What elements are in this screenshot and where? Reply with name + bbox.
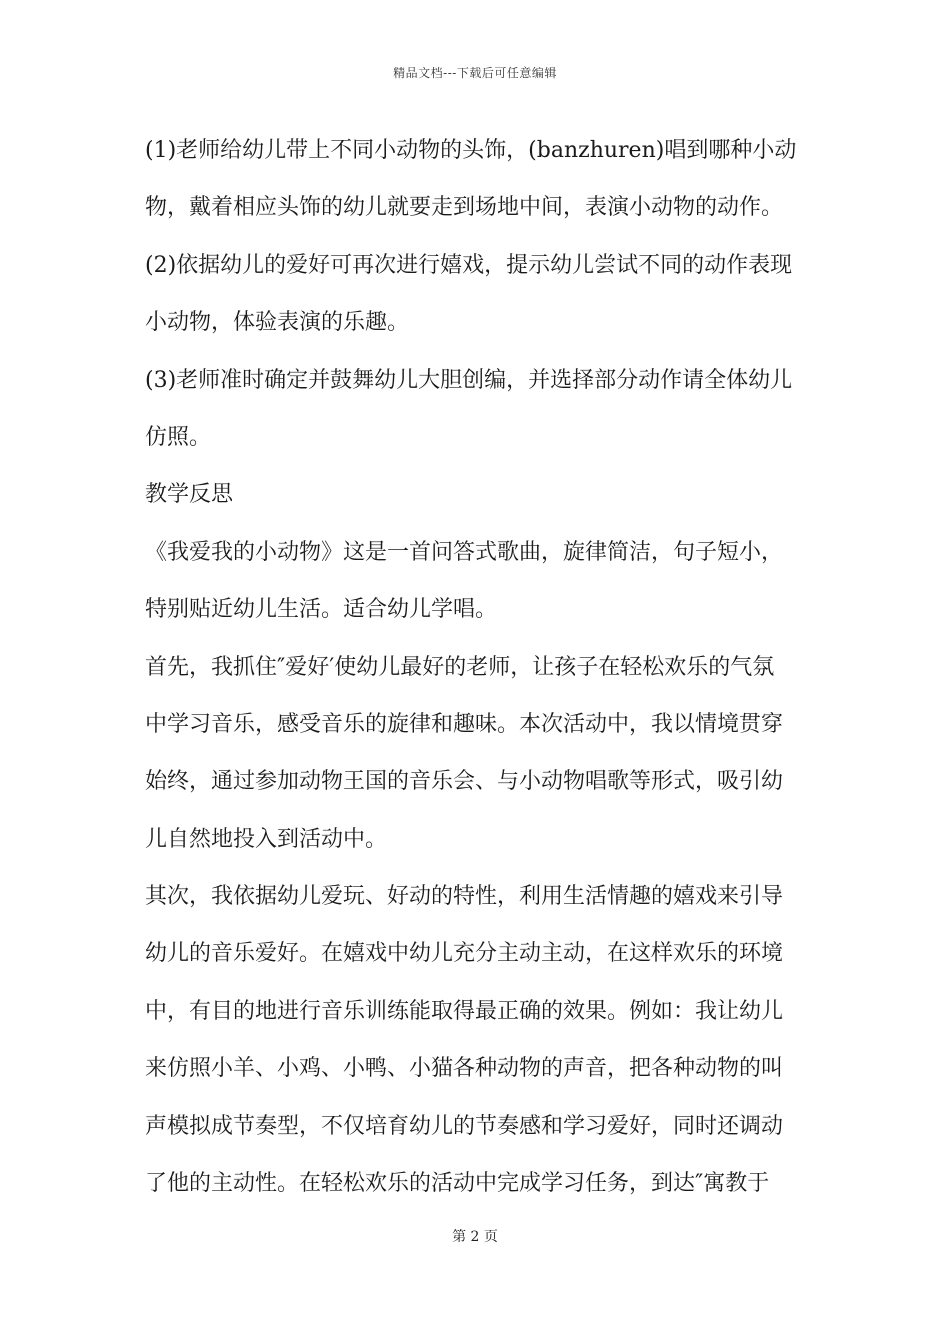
text-line: 特别贴近幼儿生活。适合幼儿学唱。 bbox=[145, 597, 498, 623]
text-line: (1)老师给幼儿带上不同小动物的头饰，(banzhuren)唱到哪种小动 bbox=[145, 138, 797, 163]
text-line: 声模拟成节奏型，不仅培育幼儿的节奏感和学习爱好，同时还调动 bbox=[145, 1113, 784, 1139]
text-line: 仿照。 bbox=[145, 424, 212, 450]
text-line: 来仿照小羊、小鸡、小鸭、小猫各种动物的声音，把各种动物的叫 bbox=[145, 1056, 784, 1082]
text-line: (3)老师准时确定并鼓舞幼儿大胆创编，并选择部分动作请全体幼儿 bbox=[145, 367, 793, 393]
section-heading: 教学反思 bbox=[145, 482, 234, 508]
text-line: 中学习音乐，感受音乐的旋律和趣味。本次活动中，我以情境贯穿 bbox=[145, 711, 784, 737]
text-line: 中，有目的地进行音乐训练能取得最正确的效果。例如：我让幼儿 bbox=[145, 998, 784, 1024]
text-line: 幼儿的音乐爱好。在嬉戏中幼儿充分主动主动，在这样欢乐的环境 bbox=[145, 941, 784, 967]
page-number: 第 2 页 bbox=[452, 1229, 498, 1245]
text-line: 其次，我依据幼儿爱玩、好动的特性，利用生活情趣的嬉戏来引导 bbox=[145, 884, 784, 910]
document-body bbox=[145, 128, 810, 1218]
text-line: (2)依据幼儿的爱好可再次进行嬉戏，提示幼儿尝试不同的动作表现 bbox=[145, 252, 793, 278]
text-line: 儿自然地投入到活动中。 bbox=[145, 826, 388, 852]
text-line: 小动物，体验表演的乐趣。 bbox=[145, 310, 410, 336]
text-line: 始终，通过参加动物王国的音乐会、与小动物唱歌等形式，吸引幼 bbox=[145, 769, 784, 795]
page-header: 精品文档---下载后可任意编辑 bbox=[393, 66, 557, 80]
text-line: 物，戴着相应头饰的幼儿就要走到场地中间，表演小动物的动作。 bbox=[145, 195, 784, 221]
text-line: 首先，我抓住″爱好′使幼儿最好的老师，让孩子在轻松欢乐的气氛 bbox=[145, 654, 775, 680]
text-line: 《我爱我的小动物》这是一首问答式歌曲，旋律简洁，句子短小， bbox=[145, 539, 784, 565]
text-line: 了他的主动性。在轻松欢乐的活动中完成学习任务，到达″寓教于 bbox=[145, 1171, 770, 1197]
